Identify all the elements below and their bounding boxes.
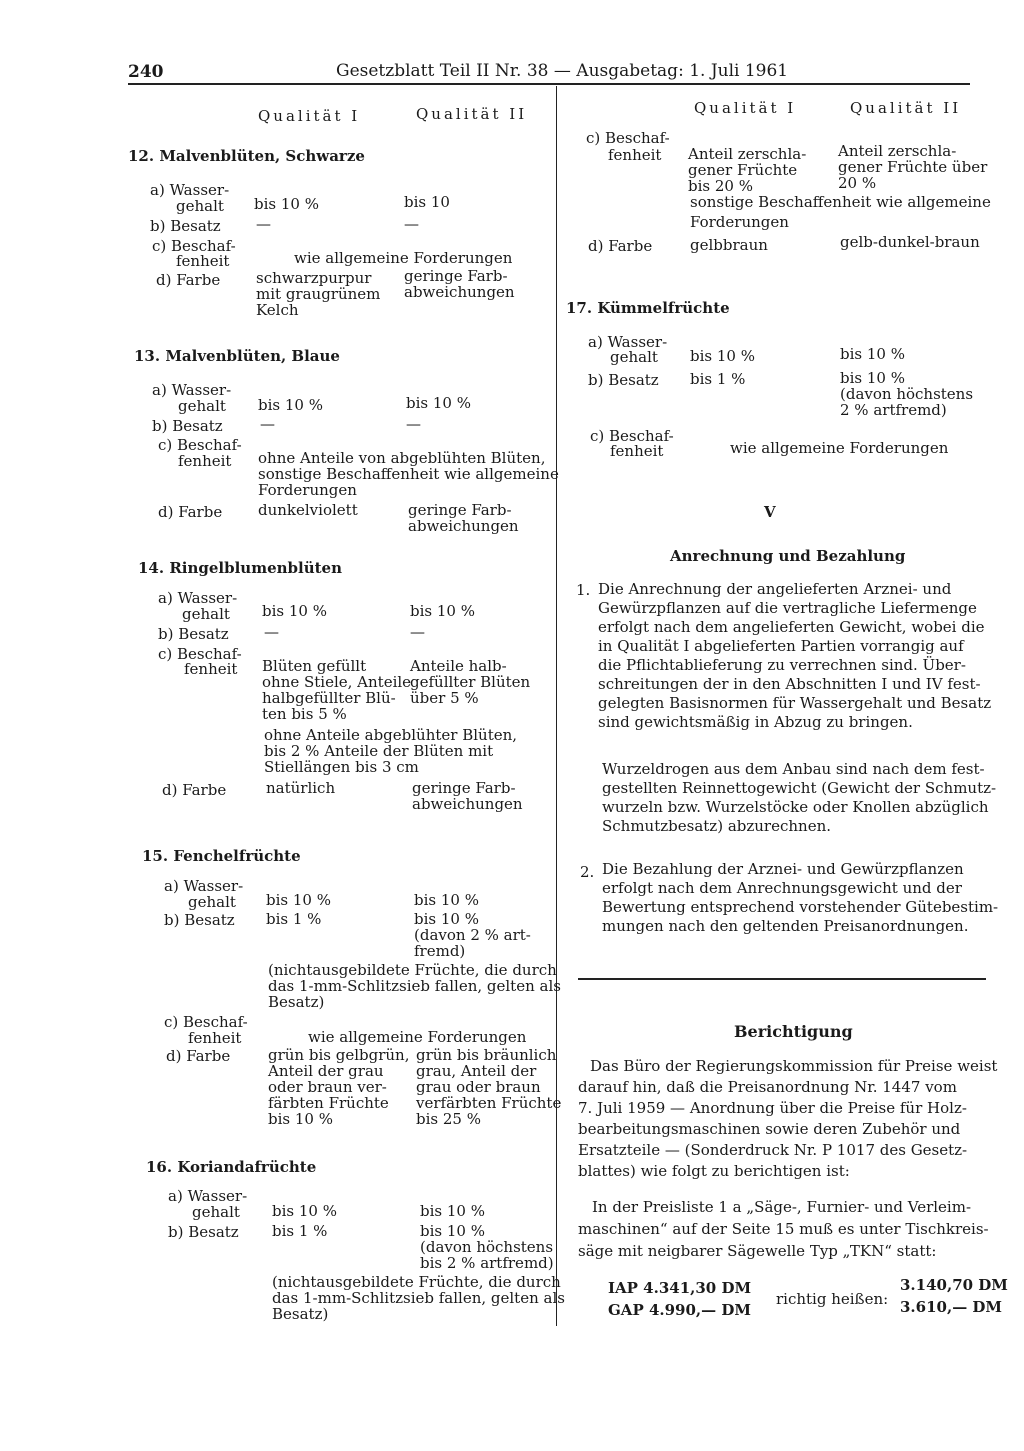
col-head-q2-right: Qualität II <box>850 99 962 117</box>
value-q2: grün bis bräunlich grau, Anteil der grau oder braun verfärbten Früchte bis 25 % <box>416 1046 562 1128</box>
row-label: b) Besatz <box>168 1223 239 1241</box>
value-q2: bis 10 % <box>840 345 905 363</box>
value-q1: grün bis gelbgrün, Anteil der grau oder braun ver- färbten Früchte bis 10 % <box>268 1046 410 1128</box>
row-label: gehalt <box>176 197 224 215</box>
correction-heading: Berichtigung <box>734 1022 853 1041</box>
correction-paragraph-1: Das Büro der Regierungskommission für Preise weist darauf hin, daß die Preisanordnung Nr. 1447 vom 7. Juli 1959 — Anordnung über die Preise für Holz- bearbeitungsmaschinen sowie deren Zubehör und Ersatzteile — (Sonderdruck Nr. P 1017 des Gesetz- blattes) wie folgt zu berichtigen ist: <box>578 1057 998 1180</box>
section-title: 15. Fenchelfrüchte <box>142 847 301 865</box>
gap-old: GAP 4.990,— DM <box>608 1301 751 1319</box>
row-label: a) Wasser- <box>152 381 232 399</box>
header-rule <box>128 83 970 85</box>
col-head-q1-right: Qualität I <box>694 99 797 117</box>
value-q1: bis 10 % <box>690 347 755 365</box>
section-title: 12. Malvenblüten, Schwarze <box>128 147 365 165</box>
value-span: ohne Anteile von abgeblühten Blüten, sonstige Beschaffenheit wie allgemeine Forderungen <box>258 449 559 499</box>
value-note: (nichtausgebildete Früchte, die durch das 1-mm-Schlitzsieb fallen, gelten als Besatz) <box>272 1273 565 1323</box>
value-q1: — <box>264 623 279 641</box>
value-q1: bis 10 % <box>272 1202 337 1220</box>
section-heading: Anrechnung und Bezahlung <box>670 547 906 565</box>
row-label: c) Beschaf- <box>164 1013 248 1031</box>
row-label: c) Beschaf- <box>586 129 670 147</box>
row-label: a) Wasser- <box>168 1187 248 1205</box>
section-title: 17. Kümmelfrüchte <box>566 299 730 317</box>
row-label: d) Farbe <box>158 503 223 521</box>
value-q1: dunkelviolett <box>258 501 358 519</box>
value-q2: bis 10 % <box>420 1202 485 1220</box>
row-label: fenheit <box>610 442 664 460</box>
value-q2: — <box>406 415 421 433</box>
section-title: 16. Koriandafrüchte <box>146 1158 317 1176</box>
row-label: gehalt <box>610 348 658 366</box>
row-label: d) Farbe <box>156 271 221 289</box>
paragraph-number: 2. <box>580 863 595 881</box>
section-numeral: V <box>764 503 776 521</box>
value-q1: schwarzpurpur mit graugrünem Kelch <box>256 269 381 319</box>
row-label: b) Besatz <box>150 217 221 235</box>
col-head-q2-left: Qualität II <box>416 105 528 123</box>
col-head-q1-left: Qualität I <box>258 107 361 125</box>
paragraph-2: Die Bezahlung der Arznei- und Gewürzpflanzen erfolgt nach dem Anrechnungsgewicht und der Bewertung entsprechend vorstehender Gütebestim- mungen nach den geltenden Preisanordnungen. <box>602 860 999 935</box>
iap-old: IAP 4.341,30 DM <box>608 1279 752 1297</box>
value-q1: bis 10 % <box>262 602 327 620</box>
value-q2: — <box>404 215 419 233</box>
row-label: fenheit <box>188 1029 242 1047</box>
row-label: a) Wasser- <box>164 877 244 895</box>
value-q1: — <box>256 215 271 233</box>
row-label: b) Besatz <box>164 911 235 929</box>
iap-new: 3.140,70 DM <box>900 1276 1008 1294</box>
row-label: gehalt <box>178 397 226 415</box>
correction-paragraph-2: In der Preisliste 1 a „Säge-, Furnier- und Verleim- maschinen“ auf der Seite 15 muß es unter Tischkreis- säge mit neigbarer Sägewelle Typ „TKN“ statt: <box>578 1198 989 1260</box>
row-label: a) Wasser- <box>158 589 238 607</box>
section-title: 13. Malvenblüten, Blaue <box>134 347 340 365</box>
section-rule <box>578 978 986 980</box>
page-title: Gesetzblatt Teil II Nr. 38 — Ausgabetag: 1. Juli 1961 <box>336 61 789 81</box>
row-label: gehalt <box>188 893 236 911</box>
row-label: d) Farbe <box>588 237 653 255</box>
page-number: 240 <box>128 62 164 82</box>
value-q2: geringe Farb- abweichungen <box>408 501 519 535</box>
value-q1: bis 1 % <box>690 370 746 388</box>
value-q1: gelbbraun <box>690 236 768 254</box>
row-label: fenheit <box>178 452 232 470</box>
value-q1: bis 10 % <box>258 396 323 414</box>
value-q2: gelb-dunkel-braun <box>840 233 980 251</box>
row-label: fenheit <box>184 660 238 678</box>
row-label: a) Wasser- <box>150 181 230 199</box>
value-span: wie allgemeine Forderungen <box>308 1028 527 1046</box>
column-divider <box>556 86 557 1326</box>
value-q2: geringe Farb- abweichungen <box>412 779 523 813</box>
value-q2: Anteile halb- gefüllter Blüten über 5 % <box>410 657 531 707</box>
value-q2: geringe Farb- abweichungen <box>404 267 515 301</box>
row-label: c) Beschaf- <box>152 237 236 255</box>
row-label: c) Beschaf- <box>158 436 242 454</box>
row-label: c) Beschaf- <box>590 427 674 445</box>
row-label: fenheit <box>176 252 230 270</box>
value-q1: bis 1 % <box>272 1222 328 1240</box>
row-label: b) Besatz <box>588 371 659 389</box>
value-q2: — <box>410 623 425 641</box>
row-label: d) Farbe <box>166 1047 231 1065</box>
richtig-label: richtig heißen: <box>776 1290 889 1308</box>
value-q1: natürlich <box>266 779 336 797</box>
value-q2: bis 10 % <box>406 394 471 412</box>
section-title: 14. Ringelblumenblüten <box>138 559 343 577</box>
value-q2: bis 10 % (davon höchstens 2 % artfremd) <box>840 369 974 419</box>
value-q1: bis 10 % <box>266 891 331 909</box>
value-q1: — <box>260 415 275 433</box>
value-q1: bis 10 % <box>254 195 319 213</box>
value-q1: bis 1 % <box>266 910 322 928</box>
value-note: (nichtausgebildete Früchte, die durch das 1-mm-Schlitzsieb fallen, gelten als Besatz) <box>268 961 561 1011</box>
row-label: gehalt <box>192 1203 240 1221</box>
value-q2: Anteil zerschla- gener Früchte über 20 % <box>838 142 988 192</box>
value-span: ohne Anteile abgeblühter Blüten, bis 2 % Anteile der Blüten mit Stiellängen bis 3 cm <box>264 726 518 776</box>
row-label: d) Farbe <box>162 781 227 799</box>
row-label: c) Beschaf- <box>158 645 242 663</box>
row-label: b) Besatz <box>158 625 229 643</box>
paragraph-number: 1. <box>576 581 591 599</box>
paragraph-1: Die Anrechnung der angelieferten Arznei- und Gewürzpflanzen auf die vertragliche Liefermenge erfolgt nach dem angelieferten Gewicht, wobei die in Qualität I abgelieferten Partien vorrangig auf die Pflichtablieferung zu verrechnen sind. Über- schreitungen der in den Abschnitten I und IV fest- gelegten Basisnormen für Wassergehalt und Besatz sind gewichtsmäßig in Abzug zu bringen. <box>598 580 992 731</box>
value-q1: Anteil zerschla- gener Früchte bis 20 % <box>688 145 807 195</box>
paragraph-1b: Wurzeldrogen aus dem Anbau sind nach dem fest- gestellten Reinnettogewicht (Gewicht der Schmutz- wurzeln bzw. Wurzelstöcke oder Knollen abzüglich Schmutzbesatz) abzurechnen. <box>602 760 997 835</box>
value-span: wie allgemeine Forderungen <box>730 439 949 457</box>
row-label: a) Wasser- <box>588 333 668 351</box>
value-q2: bis 10 <box>404 193 450 211</box>
value-q2: bis 10 % <box>410 602 475 620</box>
value-span: sonstige Beschaffenheit wie allgemeine Forderungen <box>690 193 991 231</box>
value-q2: bis 10 % (davon 2 % art- fremd) <box>414 910 531 960</box>
value-q2: bis 10 % <box>414 891 479 909</box>
row-label: fenheit <box>608 146 662 164</box>
value-q2: bis 10 % (davon höchstens bis 2 % artfremd) <box>420 1222 554 1272</box>
value-q1: Blüten gefüllt ohne Stiele, Anteile halbgefüllter Blü- ten bis 5 % <box>262 657 412 723</box>
row-label: b) Besatz <box>152 417 223 435</box>
gap-new: 3.610,— DM <box>900 1298 1003 1316</box>
row-label: gehalt <box>182 605 230 623</box>
value-span: wie allgemeine Forderungen <box>294 249 513 267</box>
